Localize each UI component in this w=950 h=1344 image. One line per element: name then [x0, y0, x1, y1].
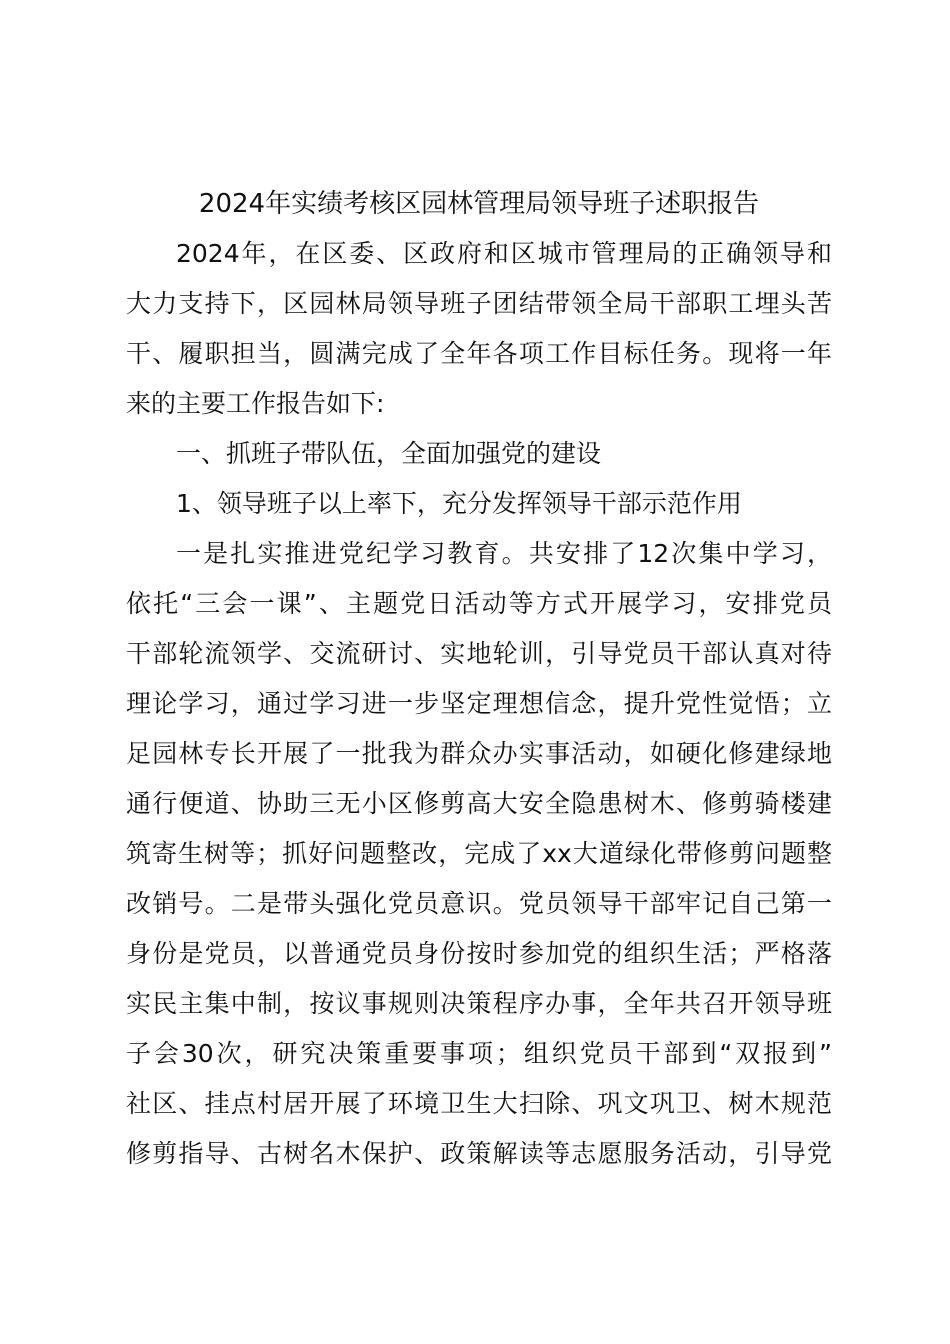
paragraph-line: 身份是党员，以普通党员身份按时参加党的组织生活；严格落 — [126, 939, 832, 968]
paragraph-line: 来的主要工作报告如下: — [126, 389, 385, 418]
paragraph-line: 子会30次，研究决策重要事项；组织党员干部到“双报到” — [126, 1039, 832, 1068]
paragraph-line: 社区、挂点村居开展了环境卫生大扫除、巩文巩卫、树木规范 — [126, 1089, 832, 1118]
paragraph-line: 依托“三会一课”、主题党日活动等方式开展学习，安排党员 — [126, 589, 832, 618]
paragraph-line: 一是扎实推进党纪学习教育。共安排了12次集中学习， — [176, 539, 832, 568]
paragraph-line: 足园林专长开展了一批我为群众办实事活动，如硬化修建绿地 — [126, 739, 832, 768]
section-heading: 一、抓班子带队伍，全面加强党的建设 — [176, 439, 602, 468]
paragraph-line: 修剪指导、古树名木保护、政策解读等志愿服务活动，引导党 — [126, 1139, 832, 1168]
subsection-heading: 1、领导班子以上率下，充分发挥领导干部示范作用 — [176, 489, 742, 518]
paragraph-line: 通行便道、协助三无小区修剪高大安全隐患树木、修剪骑楼建 — [126, 789, 832, 818]
document-title: 2024年实绩考核区园林管理局领导班子述职报告 — [198, 189, 760, 219]
paragraph-line: 改销号。二是带头强化党员意识。党员领导干部牢记自己第一 — [126, 889, 832, 918]
paragraph-line: 2024年，在区委、区政府和区城市管理局的正确领导和 — [176, 239, 832, 268]
paragraph-line: 筑寄生树等；抓好问题整改，完成了xx大道绿化带修剪问题整 — [126, 839, 832, 868]
paragraph-line: 干、履职担当，圆满完成了全年各项工作目标任务。现将一年 — [126, 339, 832, 368]
paragraph-line: 实民主集中制，按议事规则决策程序办事，全年共召开领导班 — [126, 989, 832, 1018]
paragraph-line: 干部轮流领学、交流研讨、实地轮训，引导党员干部认真对待 — [126, 639, 832, 668]
paragraph-line: 大力支持下，区园林局领导班子团结带领全局干部职工埋头苦 — [126, 289, 832, 318]
paragraph-line: 理论学习，通过学习进一步坚定理想信念，提升党性觉悟；立 — [126, 689, 832, 718]
